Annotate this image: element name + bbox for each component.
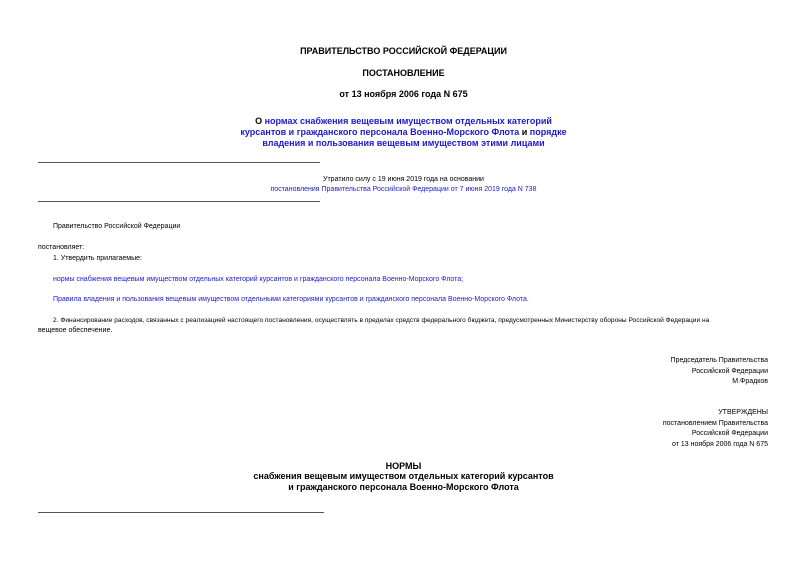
title-conjunction: и	[519, 127, 530, 137]
divider-top	[38, 162, 320, 163]
item-2-text: 2. Финансирование расходов, связанных с реализацией настоящего постановления, осуществлять в пределах средств федерального бюджета, предусмотренных Министерству обороны Российской Федерации на	[53, 317, 710, 324]
norms-title: НОРМЫ	[385, 461, 422, 471]
government-heading: ПРАВИТЕЛЬСТВО РОССИЙСКОЙ ФЕДЕРАЦИИ	[300, 46, 507, 56]
signature-title: Председатель Правительства	[670, 357, 768, 364]
signature-country: Российской Федерации	[691, 368, 768, 375]
item-1-text: 1. Утвердить прилагаемые:	[53, 255, 142, 262]
approved-heading: УТВЕРЖДЕНЫ	[718, 409, 768, 416]
approved-country: Российской Федерации	[691, 430, 768, 437]
approved-date: от 13 ноября 2006 года N 675	[672, 441, 768, 448]
norms-subtitle-2: и гражданского персонала Военно-Морского Флота	[288, 482, 519, 492]
approved-by: постановлением Правительства	[662, 420, 768, 427]
document-title-line-3	[0, 138, 807, 148]
document-title-line-1	[0, 116, 807, 126]
divider-bottom	[38, 512, 324, 513]
document-date-number: от 13 ноября 2006 года N 675	[339, 89, 468, 99]
document-title-line-2	[0, 127, 807, 137]
norms-subtitle-1: снабжения вещевым имуществом отдельных категорий курсантов	[253, 471, 554, 481]
status-repeal-link[interactable]: постановления Правительства Российской Федерации от 7 июня 2019 года N 738	[270, 186, 537, 193]
item-2-text-cont: вещевое обеспечение.	[38, 327, 113, 334]
title-rules-link[interactable]: порядке	[529, 127, 567, 137]
title-rules-link-cont[interactable]: владения и пользования вещевым имуществом этими лицами	[262, 138, 545, 148]
norms-link[interactable]: нормы снабжения вещевым имуществом отдельных категорий курсантов и гражданского персонала Военно-Морского Флота;	[53, 276, 464, 283]
title-norms-link-cont[interactable]: курсантов и гражданского персонала Военно-Морского Флота	[240, 127, 520, 137]
intro-text: Правительство Российской Федерации	[53, 223, 181, 230]
decrees-text: постановляет:	[38, 244, 85, 251]
divider-status	[38, 201, 320, 202]
document-type-heading: ПОСТАНОВЛЕНИЕ	[362, 68, 445, 78]
title-prefix: О	[255, 116, 265, 126]
rules-link[interactable]: Правила владения и пользования вещевым имуществом отдельными категориями курсантов и гражданского персонала Военно-Морского Флота.	[53, 296, 529, 303]
status-line: Утратило силу с 19 июня 2019 года на основании	[323, 176, 484, 183]
title-norms-link[interactable]: нормах снабжения вещевым имуществом отдельных категорий	[264, 116, 552, 126]
signature-name: М.Фрадков	[732, 378, 768, 385]
